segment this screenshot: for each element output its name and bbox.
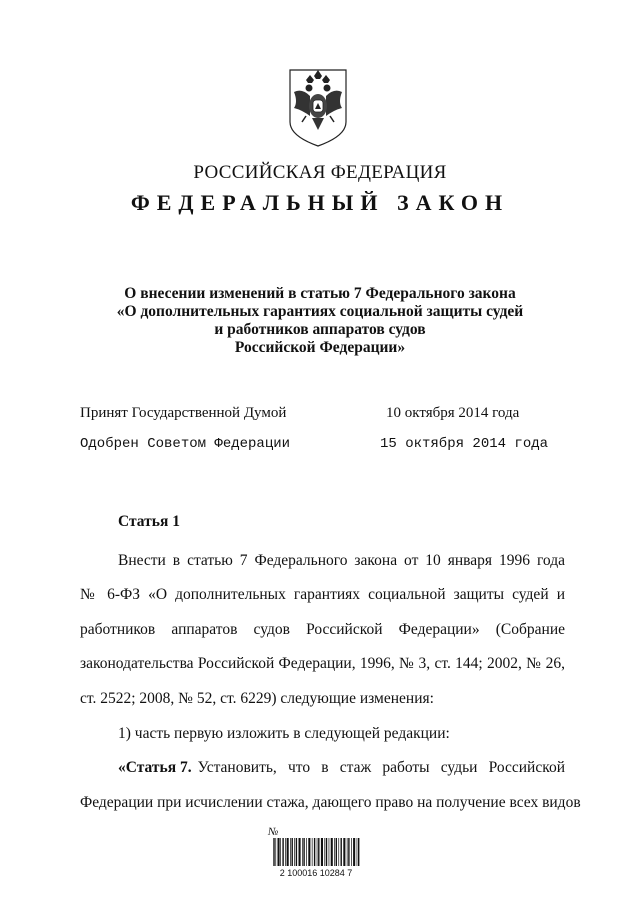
coat-of-arms-emblem [284,66,352,148]
barcode-number: 2 100016 10284 7 [279,868,353,878]
quoted-article-label: «Статья 7. [118,759,192,776]
article-text-line: Федерации при исчислении стажа, дающего право на получение всех видов [80,794,581,811]
subject-line: и работников аппаратов судов [214,321,426,338]
article-quote-line [118,759,565,777]
country-name: РОССИЙСКАЯ ФЕДЕРАЦИЯ [193,162,447,183]
duma-adoption-label: Принят Государственной Думой [80,405,287,421]
duma-adoption-date: 10 октября 2014 года [386,405,520,421]
signature-mark: № [268,826,279,838]
subject-line: Российской Федерации» [234,339,406,356]
council-approval-date: 15 октября 2014 года [380,436,549,452]
subject-line: «О дополнительных гарантиях социальной защиты судей [116,303,524,320]
article-text-line: Внести в статью 7 Федерального закона от 10 января 1996 года [118,552,565,569]
article-text-line: работников аппаратов судов Российской Федерации» (Собрание [80,621,565,638]
document-type-title: ФЕДЕРАЛЬНЫЙ ЗАКОН [130,190,510,215]
subject-line: О внесении изменений в статью 7 Федерального закона [124,285,516,302]
barcode [253,838,379,866]
article-text-line: № 6-ФЗ «О дополнительных гарантиях социальной защиты судей и [80,586,565,603]
article-text-line: Установить, что в стаж работы судьи Российской [197,759,565,776]
law-subject [80,285,560,357]
article-text-line: 1) часть первую изложить в следующей редакции: [118,725,450,742]
article-text-line: ст. 2522; 2008, № 52, ст. 6229) следующие изменения: [80,690,434,707]
article-title: Статья 1 [118,513,180,530]
article-text-line: законодательства Российской Федерации, 1996, № 3, ст. 144; 2002, № 26, [80,655,565,672]
council-approval-label: Одобрен Советом Федерации [80,436,291,452]
